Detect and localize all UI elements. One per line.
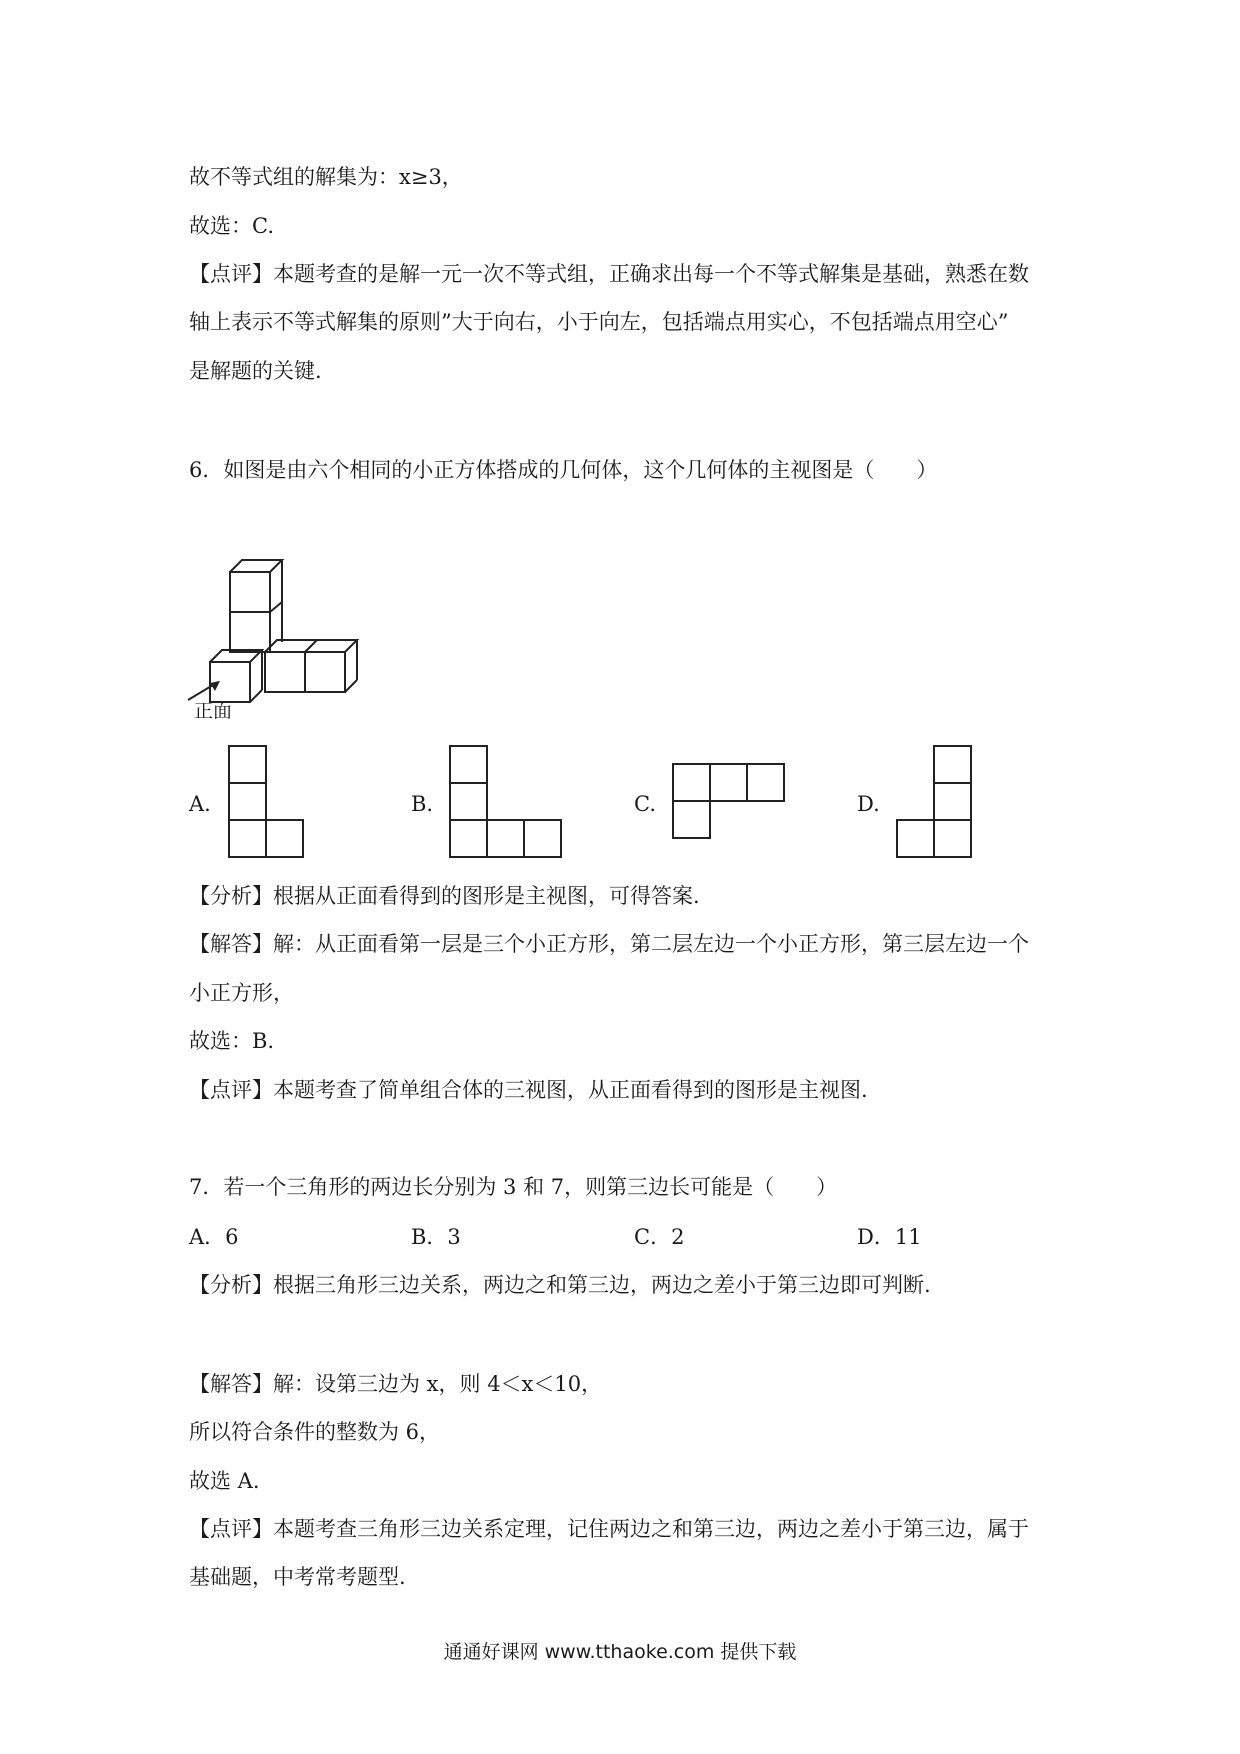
answer-text: 所以符合条件的整数为 6， [189,1420,441,1444]
analysis-text: 【分析】根据从正面看得到的图形是主视图，可得答案. [189,884,700,908]
choice-text: 故选：C. [189,214,274,238]
question-6-stem: 6．如图是由六个相同的小正方体搭成的几何体，这个几何体的主视图是（ ） [189,458,938,482]
option-a-figure [228,745,304,859]
answer-text: 【解答】解：设第三边为 x，则 4＜x＜10， [189,1372,603,1396]
option-a-label: A. [189,792,211,816]
comment-text: 【点评】本题考查了简单组合体的三视图，从正面看得到的图形是主视图. [189,1078,868,1102]
choice-text: 故选 A. [189,1469,260,1493]
solution-set-text: 故不等式组的解集为：x≥3， [189,165,463,189]
analysis-text: 【分析】根据三角形三边关系，两边之和第三边，两边之差小于第三边即可判断. [189,1273,931,1297]
option-d: D．11 [857,1225,922,1249]
answer-text: 【解答】解：从正面看第一层是三个小正方形，第二层左边一个小正方形，第三层左边一个 [189,932,1029,956]
option-c: C．2 [634,1225,685,1249]
option-b: B．3 [411,1225,461,1249]
comment-text: 轴上表示不等式解集的原则”大于向右，小于向左，包括端点用实心，不包括端点用空心” [189,310,1009,334]
choice-text: 故选：B. [189,1029,275,1053]
option-d-figure [896,745,972,859]
option-b-label: B. [411,792,434,816]
page-footer: 通通好课网 www.tthaoke.com 提供下载 [443,1641,797,1663]
option-a: A．6 [189,1225,239,1249]
front-label: 正面 [194,700,233,722]
comment-text: 【点评】本题考查的是解一元一次不等式组，正确求出每一个不等式解集是基础，熟悉在数 [189,262,1029,286]
option-b-figure [449,745,563,859]
comment-text: 基础题，中考常考题型. [189,1565,406,1589]
comment-text: 是解题的关键. [189,359,322,383]
comment-text: 【点评】本题考查三角形三边关系定理，记住两边之和第三边，两边之差小于第三边，属于 [189,1517,1029,1541]
answer-text: 小正方形， [189,981,294,1005]
cube-figure [180,550,360,725]
option-c-label: C. [634,792,656,816]
question-7-stem: 7．若一个三角形的两边长分别为 3 和 7，则第三边长可能是（ ） [189,1175,838,1199]
option-d-label: D. [857,792,880,816]
option-c-figure [672,763,786,841]
